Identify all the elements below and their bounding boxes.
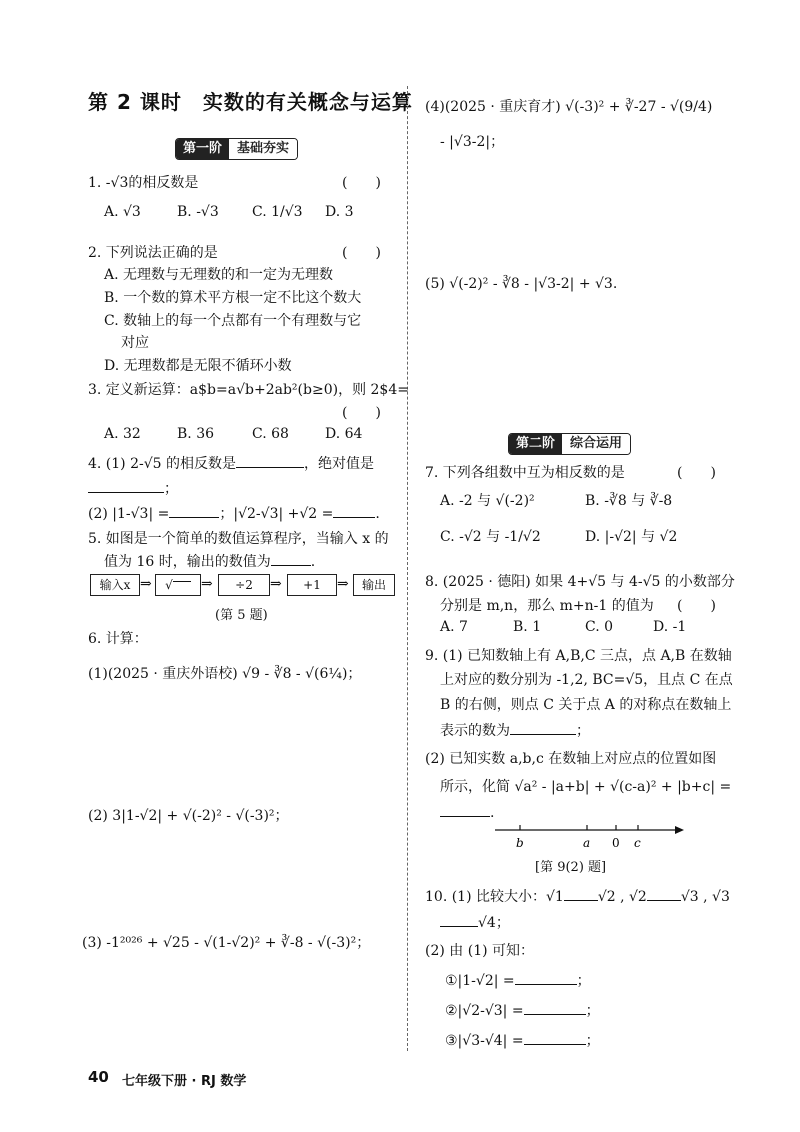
answer-blank <box>236 453 304 468</box>
q1-option-d: D. 3 <box>325 204 354 220</box>
axis-label-c: c <box>634 836 641 850</box>
flow-arrow-icon: ⇒ <box>337 576 349 592</box>
q9-part2-line1: (2) 已知实数 a,b,c 在数轴上对应点的位置如图 <box>425 751 717 767</box>
q4-stem: 4. (1) 2-√5 的相反数是 <box>88 456 237 472</box>
q10-text-b: √2 , √2 <box>597 889 647 905</box>
flow-plus-box: +1 <box>287 574 337 596</box>
answer-blank <box>88 478 164 493</box>
answer-blank <box>524 1000 586 1015</box>
q9-part2-line3 <box>440 802 494 821</box>
q7-stem: 7. 下列各组数中互为相反数的是 <box>425 465 625 481</box>
section-badge-comprehensive <box>508 433 631 455</box>
q10-item1 <box>445 970 591 990</box>
q1-option-c: C. 1/√3 <box>252 204 303 220</box>
q3-answer-paren: ( ) <box>342 405 381 421</box>
q7-option-c: C. -√2 与 -1/√2 <box>440 529 541 545</box>
q10-item2 <box>445 1000 600 1020</box>
q4-abs-text: ，绝对值是 <box>304 456 375 472</box>
q8-line1: 8. (2025 · 德阳) 如果 4+√5 与 4-√5 的小数部分 <box>425 574 735 590</box>
q5-line2-end: . <box>310 554 316 570</box>
q7-option-a: A. -2 与 √(-2)² <box>440 493 535 509</box>
answer-blank <box>515 970 577 985</box>
page-number: 40 <box>88 1068 109 1086</box>
q9-number-line <box>490 820 690 854</box>
q5-caption: (第 5 题) <box>215 608 268 623</box>
flow-sqrt-label: √ <box>165 578 173 592</box>
q6-stem: 6. 计算： <box>88 631 148 647</box>
q9-part2-end: . <box>490 805 495 821</box>
q2-option-d: D. 无理数都是无限不循环小数 <box>104 358 292 374</box>
q4-part2-b: ；|√2-√3| +√2 = <box>219 506 334 522</box>
section-badge-basic <box>175 138 298 160</box>
flow-sqrt-box <box>155 574 201 596</box>
q8-option-a: A. 7 <box>440 619 468 635</box>
q10-text-c: √3 , √3 <box>680 889 730 905</box>
q8-option-c: C. 0 <box>585 619 614 635</box>
q10-item3 <box>445 1030 600 1050</box>
q4-part2 <box>88 503 380 523</box>
q10-item1-end: ； <box>576 973 591 989</box>
q5-line1: 5. 如图是一个简单的数值运算程序，当输入 x 的 <box>88 531 389 547</box>
q1-stem: 1. -√3的相反数是 <box>88 175 199 191</box>
q10-line2-text: √4； <box>478 915 510 931</box>
badge-label: 综合运用 <box>562 434 630 454</box>
q10-part2: (2) 由 (1) 可知： <box>425 943 535 959</box>
answer-blank <box>440 802 490 817</box>
q8-option-d: D. -1 <box>653 619 687 635</box>
q10-item1-text: ①|1-√2| = <box>445 973 515 989</box>
q2-option-b: B. 一个数的算术平方根一定不比这个数大 <box>104 290 362 306</box>
q2-option-c: C. 数轴上的每一个点都有一个有理数与它 <box>104 313 362 329</box>
q3-option-b: B. 36 <box>177 426 215 442</box>
q9-part2-line2: 所示，化简 √a² - |a+b| + √(c-a)² + |b+c| = <box>440 779 732 795</box>
badge-level: 第一阶 <box>176 139 229 159</box>
q9-line4-text: 表示的数为 <box>440 723 510 739</box>
q3-option-a: A. 32 <box>104 426 141 442</box>
q4-part2-a: (2) |1-√3| = <box>88 506 170 522</box>
q6-part4: (4)(2025 · 重庆育才) √(-3)² + ∛-27 - √(9/4) <box>425 99 713 115</box>
axis-label-a: a <box>583 836 591 850</box>
answer-blank <box>647 886 681 901</box>
flow-arrow-icon: ⇒ <box>270 576 282 592</box>
answer-blank <box>440 912 478 927</box>
badge-label: 基础夯实 <box>229 139 297 159</box>
flow-divide-box: ÷2 <box>218 574 270 596</box>
q2-stem: 2. 下列说法正确的是 <box>88 245 218 261</box>
column-divider <box>407 86 408 1051</box>
q6-part5: (5) √(-2)² - ∛8 - |√3-2| + √3. <box>425 276 618 292</box>
q1-option-a: A. √3 <box>104 204 141 220</box>
answer-blank <box>564 886 598 901</box>
q3-option-d: D. 64 <box>325 426 363 442</box>
q4-part2-c: . <box>375 506 380 522</box>
answer-blank <box>333 503 375 518</box>
q9-line4 <box>440 720 590 740</box>
answer-blank <box>510 720 576 735</box>
q10-text-a: 10. (1) 比较大小：√1 <box>425 889 564 905</box>
answer-blank <box>271 551 311 566</box>
q1-answer-paren: ( ) <box>342 175 381 191</box>
q8-answer-paren: ( ) <box>677 598 716 614</box>
q1-option-b: B. -√3 <box>177 204 219 220</box>
q9-caption: [第 9(2) 题] <box>535 860 607 875</box>
badge-level: 第二阶 <box>509 434 562 454</box>
q6-part4-cont: - |√3-2|； <box>440 134 505 150</box>
q10-item3-end: ； <box>585 1033 600 1049</box>
axis-label-zero: 0 <box>612 836 620 850</box>
q6-part3: (3) -1²⁰²⁶ + √25 - √(1-√2)² + ∛-8 - √(-3)²； <box>82 935 371 951</box>
q6-part1: (1)(2025 · 重庆外语校) √9 - ∛8 - √(6¼)； <box>88 666 362 682</box>
q3-option-c: C. 68 <box>252 426 289 442</box>
q2-option-c-cont: 对应 <box>121 335 149 351</box>
q7-option-d: D. |-√2| 与 √2 <box>585 529 678 545</box>
q4-part1 <box>88 453 374 473</box>
q8-option-b: B. 1 <box>513 619 542 635</box>
q7-option-b: B. -∛8 与 ∛-8 <box>585 493 673 509</box>
axis-label-b: b <box>516 836 524 850</box>
answer-blank <box>524 1030 586 1045</box>
q9-line4-end: ； <box>576 723 590 739</box>
q5-line2 <box>104 551 315 571</box>
flow-arrow-icon: ⇒ <box>201 576 213 592</box>
q10-item2-end: ； <box>585 1003 600 1019</box>
q10-item2-text: ②|√2-√3| = <box>445 1003 524 1019</box>
q2-answer-paren: ( ) <box>342 245 381 261</box>
answer-blank <box>169 503 219 518</box>
q7-answer-paren: ( ) <box>677 465 716 481</box>
q2-option-a: A. 无理数与无理数的和一定为无理数 <box>104 267 334 283</box>
q3-stem: 3. 定义新运算：a$b=a√b+2ab²(b≥0)，则 2$4= <box>88 382 409 398</box>
q9-line1: 9. (1) 已知数轴上有 A,B,C 三点，点 A,B 在数轴 <box>425 648 732 664</box>
q8-line2: 分别是 m,n，那么 m+n-1 的值为 <box>440 598 654 614</box>
q4-end: ； <box>164 481 178 497</box>
q10-item3-text: ③|√3-√4| = <box>445 1033 524 1049</box>
page-title: 第 2 课时 实数的有关概念与运算 <box>88 90 413 114</box>
flow-arrow-icon: ⇒ <box>140 576 152 592</box>
q5-line2-text: 值为 16 时，输出的数值为 <box>104 554 271 570</box>
q10-line1 <box>425 886 730 906</box>
book-info: 七年级下册 · RJ 数学 <box>122 1074 247 1089</box>
q4-part1-cont <box>88 478 178 498</box>
flow-input-box: 输入x <box>90 574 140 596</box>
q9-line3: B 的右侧，则点 C 关于点 A 的对称点在数轴上 <box>440 697 732 713</box>
q6-part2: (2) 3|1-√2| + √(-2)² - √(-3)²； <box>88 808 289 824</box>
q9-line2: 上对应的数分别为 -1,2, BC=√5，且点 C 在点 <box>440 672 733 688</box>
q10-line2 <box>440 912 510 932</box>
flow-output-box: 输出 <box>353 574 395 596</box>
